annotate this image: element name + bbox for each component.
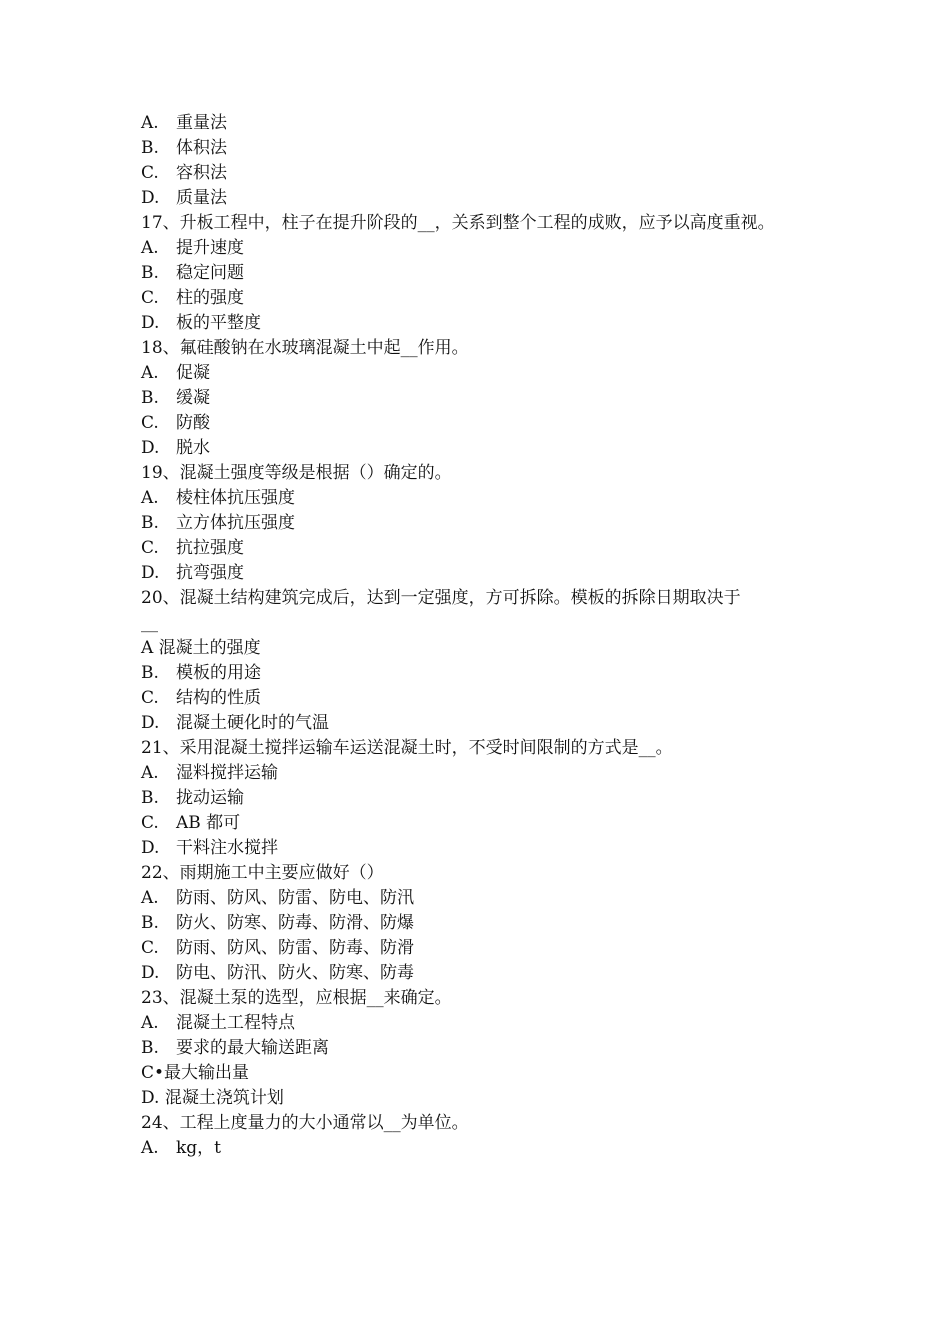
option-text: 体积法 xyxy=(176,138,227,158)
option-label: B. xyxy=(141,663,159,683)
option-line: A 混凝土的强度 xyxy=(141,638,261,658)
option-label: B. xyxy=(141,138,159,158)
option-label: D. xyxy=(141,313,160,333)
option-label: A. xyxy=(141,238,159,258)
option-line xyxy=(141,511,821,536)
option-line xyxy=(141,386,821,411)
option-label: A. xyxy=(141,363,159,383)
option-text: 防雨、防风、防雷、防电、防汛 xyxy=(176,888,414,908)
document-page xyxy=(141,111,821,1161)
option-line xyxy=(141,361,821,386)
option-line xyxy=(141,186,821,211)
option-text: 防火、防寒、防毒、防滑、防爆 xyxy=(176,913,414,933)
option-label: B. xyxy=(141,913,159,933)
option-text: kg，t xyxy=(176,1138,222,1158)
option-label: C. xyxy=(141,688,159,708)
option-line xyxy=(141,761,821,786)
option-label: C. xyxy=(141,288,159,308)
option-label: D. xyxy=(141,563,160,583)
question-23: 23、混凝土泵的选型，应根据__来确定。 xyxy=(141,988,452,1008)
option-label: A. xyxy=(141,1138,159,1158)
option-line xyxy=(141,686,821,711)
option-label: D. xyxy=(141,438,160,458)
option-text: 质量法 xyxy=(176,188,227,208)
option-line xyxy=(141,536,821,561)
option-line xyxy=(141,1136,821,1161)
option-line xyxy=(141,311,821,336)
option-line xyxy=(141,1036,821,1061)
option-label: B. xyxy=(141,263,159,283)
option-text: 稳定问题 xyxy=(176,263,244,283)
option-text: 防电、防汛、防火、防寒、防毒 xyxy=(176,963,414,983)
answer-blank: __ xyxy=(141,613,158,633)
question-19: 19、混凝土强度等级是根据（）确定的。 xyxy=(141,463,452,483)
question-17: 17、升板工程中，柱子在提升阶段的__，关系到整个工程的成败，应予以高度重视。 xyxy=(141,213,775,233)
option-label: A. xyxy=(141,488,159,508)
option-label: A. xyxy=(141,888,159,908)
option-line xyxy=(141,436,821,461)
option-text: 混凝土工程特点 xyxy=(176,1013,295,1033)
option-label: C. xyxy=(141,938,159,958)
option-text: AB 都可 xyxy=(176,813,241,833)
option-line xyxy=(141,961,821,986)
option-text: 缓凝 xyxy=(176,388,210,408)
option-line xyxy=(141,161,821,186)
option-text: 防酸 xyxy=(176,413,210,433)
question-24: 24、工程上度量力的大小通常以__为单位。 xyxy=(141,1113,469,1133)
option-text: 防雨、防风、防雷、防毒、防滑 xyxy=(176,938,414,958)
option-line xyxy=(141,886,821,911)
option-label: B. xyxy=(141,388,159,408)
option-line xyxy=(141,1011,821,1036)
option-label: B. xyxy=(141,788,159,808)
option-line xyxy=(141,836,821,861)
option-line xyxy=(141,261,821,286)
option-text: 提升速度 xyxy=(176,238,244,258)
option-text: 容积法 xyxy=(176,163,227,183)
option-text: 模板的用途 xyxy=(176,663,261,683)
option-text: 拢动运输 xyxy=(176,788,244,808)
option-line xyxy=(141,911,821,936)
option-line xyxy=(141,111,821,136)
option-text: 重量法 xyxy=(176,113,227,133)
option-label: B. xyxy=(141,513,159,533)
option-line xyxy=(141,661,821,686)
option-line: D. 混凝土浇筑计划 xyxy=(141,1088,284,1108)
option-label: A. xyxy=(141,763,159,783)
option-label: C. xyxy=(141,163,159,183)
option-line xyxy=(141,711,821,736)
option-text: 混凝土硬化时的气温 xyxy=(176,713,329,733)
option-line xyxy=(141,136,821,161)
option-line xyxy=(141,561,821,586)
option-text: 干料注水搅拌 xyxy=(176,838,278,858)
option-label: C. xyxy=(141,413,159,433)
question-21: 21、采用混凝土搅拌运输车运送混凝土时，不受时间限制的方式是__。 xyxy=(141,738,673,758)
option-text: 柱的强度 xyxy=(176,288,244,308)
option-text: 抗弯强度 xyxy=(176,563,244,583)
option-text: 棱柱体抗压强度 xyxy=(176,488,295,508)
option-line xyxy=(141,786,821,811)
option-label: C. xyxy=(141,813,159,833)
option-line xyxy=(141,811,821,836)
option-label: D. xyxy=(141,963,160,983)
option-label: B. xyxy=(141,1038,159,1058)
option-label: A. xyxy=(141,1013,159,1033)
option-line xyxy=(141,486,821,511)
question-20: 20、混凝土结构建筑完成后，达到一定强度，方可拆除。模板的拆除日期取决于 xyxy=(141,588,741,608)
option-label: D. xyxy=(141,838,160,858)
option-text: 板的平整度 xyxy=(176,313,261,333)
option-line: C•最大输出量 xyxy=(141,1063,250,1083)
question-18: 18、氟硅酸钠在水玻璃混凝土中起__作用。 xyxy=(141,338,469,358)
option-text: 抗拉强度 xyxy=(176,538,244,558)
option-label: C. xyxy=(141,538,159,558)
question-22: 22、雨期施工中主要应做好（） xyxy=(141,863,384,883)
option-text: 结构的性质 xyxy=(176,688,261,708)
option-text: 立方体抗压强度 xyxy=(176,513,295,533)
option-line xyxy=(141,286,821,311)
option-line xyxy=(141,936,821,961)
option-text: 湿料搅拌运输 xyxy=(176,763,278,783)
option-label: D. xyxy=(141,188,160,208)
option-text: 要求的最大输送距离 xyxy=(176,1038,329,1058)
option-label: A. xyxy=(141,113,159,133)
option-text: 脱水 xyxy=(176,438,210,458)
option-line xyxy=(141,236,821,261)
option-line xyxy=(141,411,821,436)
option-label: D. xyxy=(141,713,160,733)
option-text: 促凝 xyxy=(176,363,210,383)
